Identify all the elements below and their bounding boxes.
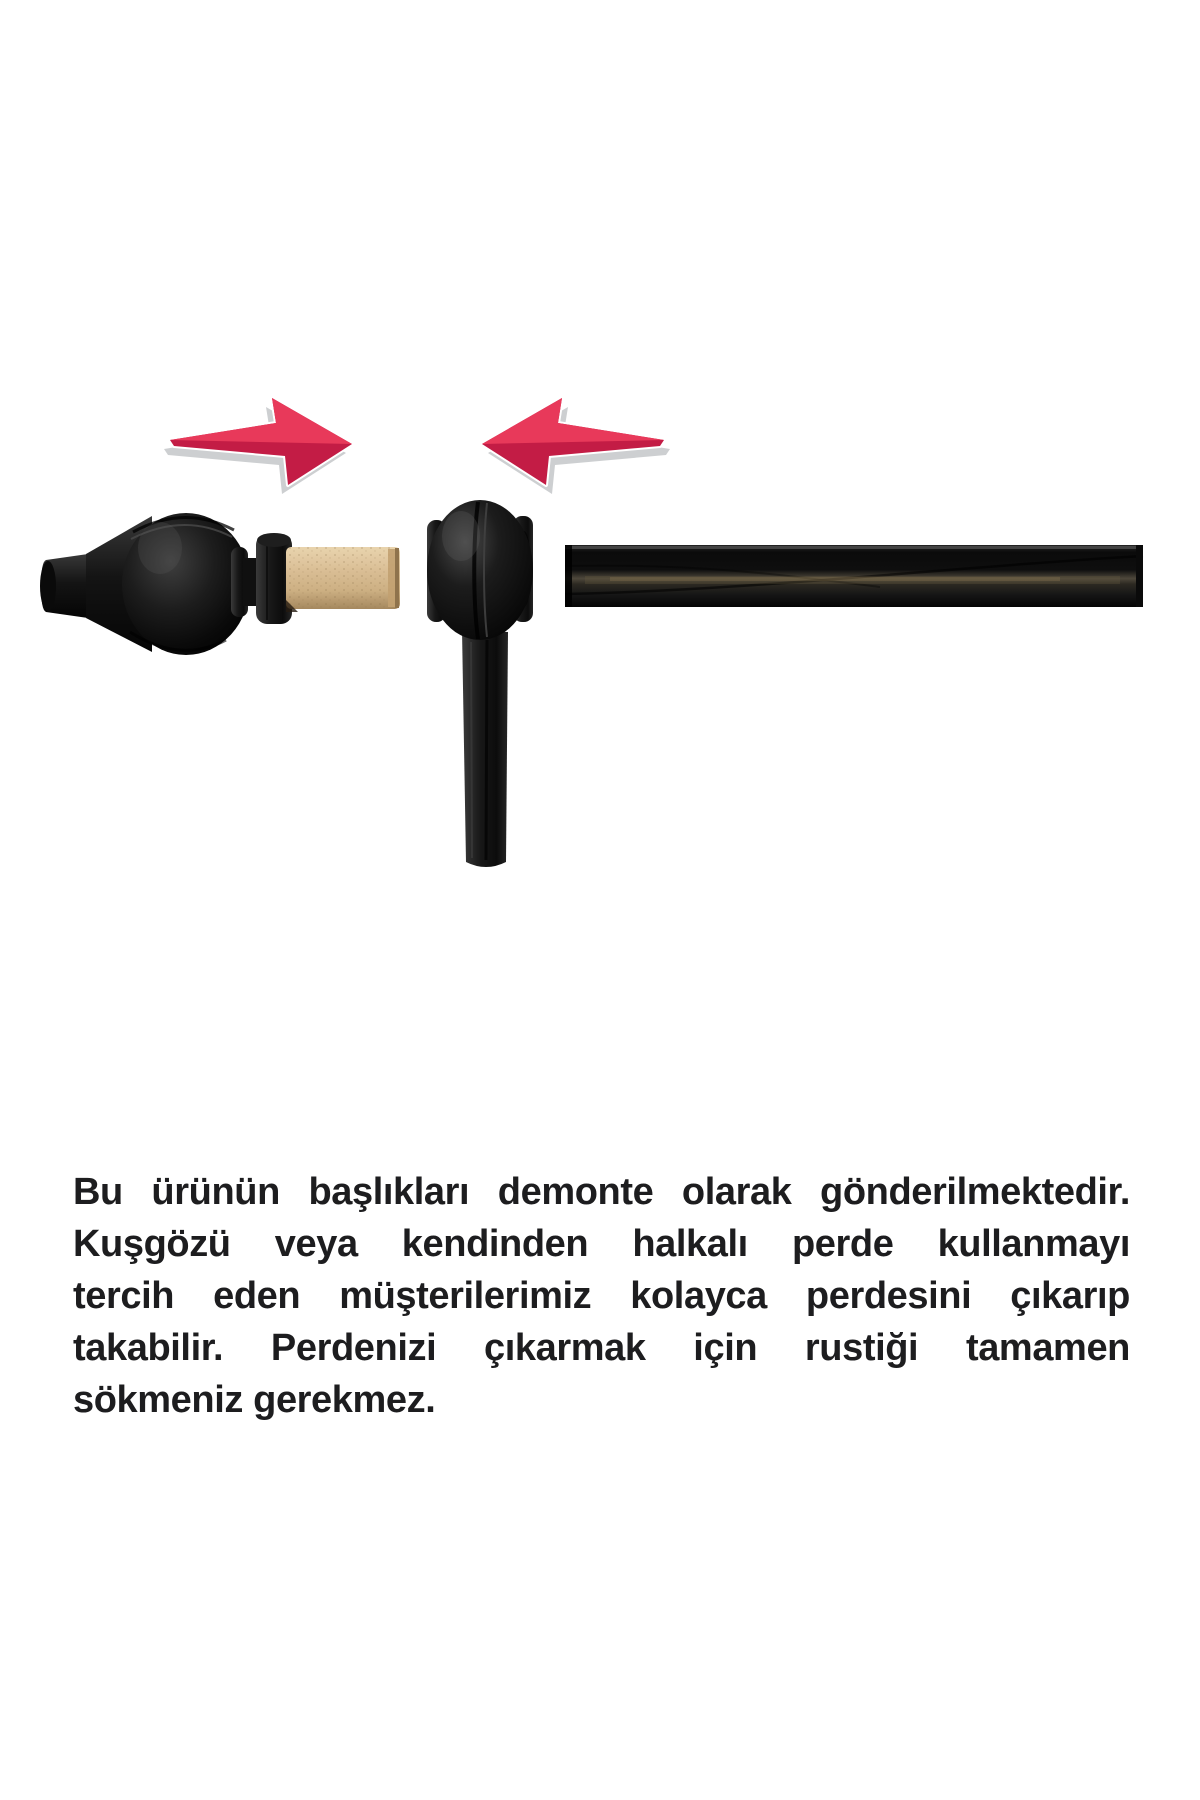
finial-gloss xyxy=(138,522,182,574)
instruction-line-1: Bu ürünün başlıkları demonte olarak gönderilmektedir. xyxy=(73,1171,1130,1213)
instruction-line-2: Kuşgözü veya kendinden halkalı perde kullanmayı xyxy=(73,1223,1130,1265)
wooden-dowel-peg xyxy=(286,547,400,612)
bracket-stem-groove xyxy=(486,640,487,860)
rod-left-end xyxy=(565,545,572,607)
instruction-line-3: tercih eden müşterilerimiz kolayca perdesini çıkarıp xyxy=(73,1275,1130,1317)
arrow-left-icon xyxy=(482,398,670,494)
finial-tip-face xyxy=(40,561,56,611)
bracket-stem-highlight xyxy=(471,642,472,858)
ring-bracket xyxy=(427,500,533,867)
arrow-right-icon xyxy=(164,398,352,494)
instruction-text xyxy=(73,1166,1130,1426)
curtain-rod xyxy=(565,545,1143,607)
instruction-line-4: takabilir. Perdenizi çıkarmak için rustiği tamamen xyxy=(73,1327,1130,1369)
finial-flange-lip xyxy=(257,533,291,547)
rod-right-end xyxy=(1136,545,1143,607)
arrow-right-highlight xyxy=(170,398,352,444)
bracket-ball xyxy=(427,500,533,640)
instruction-line-5: sökmeniz gerekmez. xyxy=(73,1379,436,1421)
bracket-ball-gloss xyxy=(442,511,480,561)
dowel-end-rim xyxy=(395,548,399,608)
rod-top-highlight xyxy=(565,546,1143,549)
arrow-left-highlight xyxy=(482,398,664,444)
finial-end-cap xyxy=(40,513,292,655)
dowel-grain xyxy=(286,547,400,609)
rod-bronze-glint-bright xyxy=(610,577,1060,581)
